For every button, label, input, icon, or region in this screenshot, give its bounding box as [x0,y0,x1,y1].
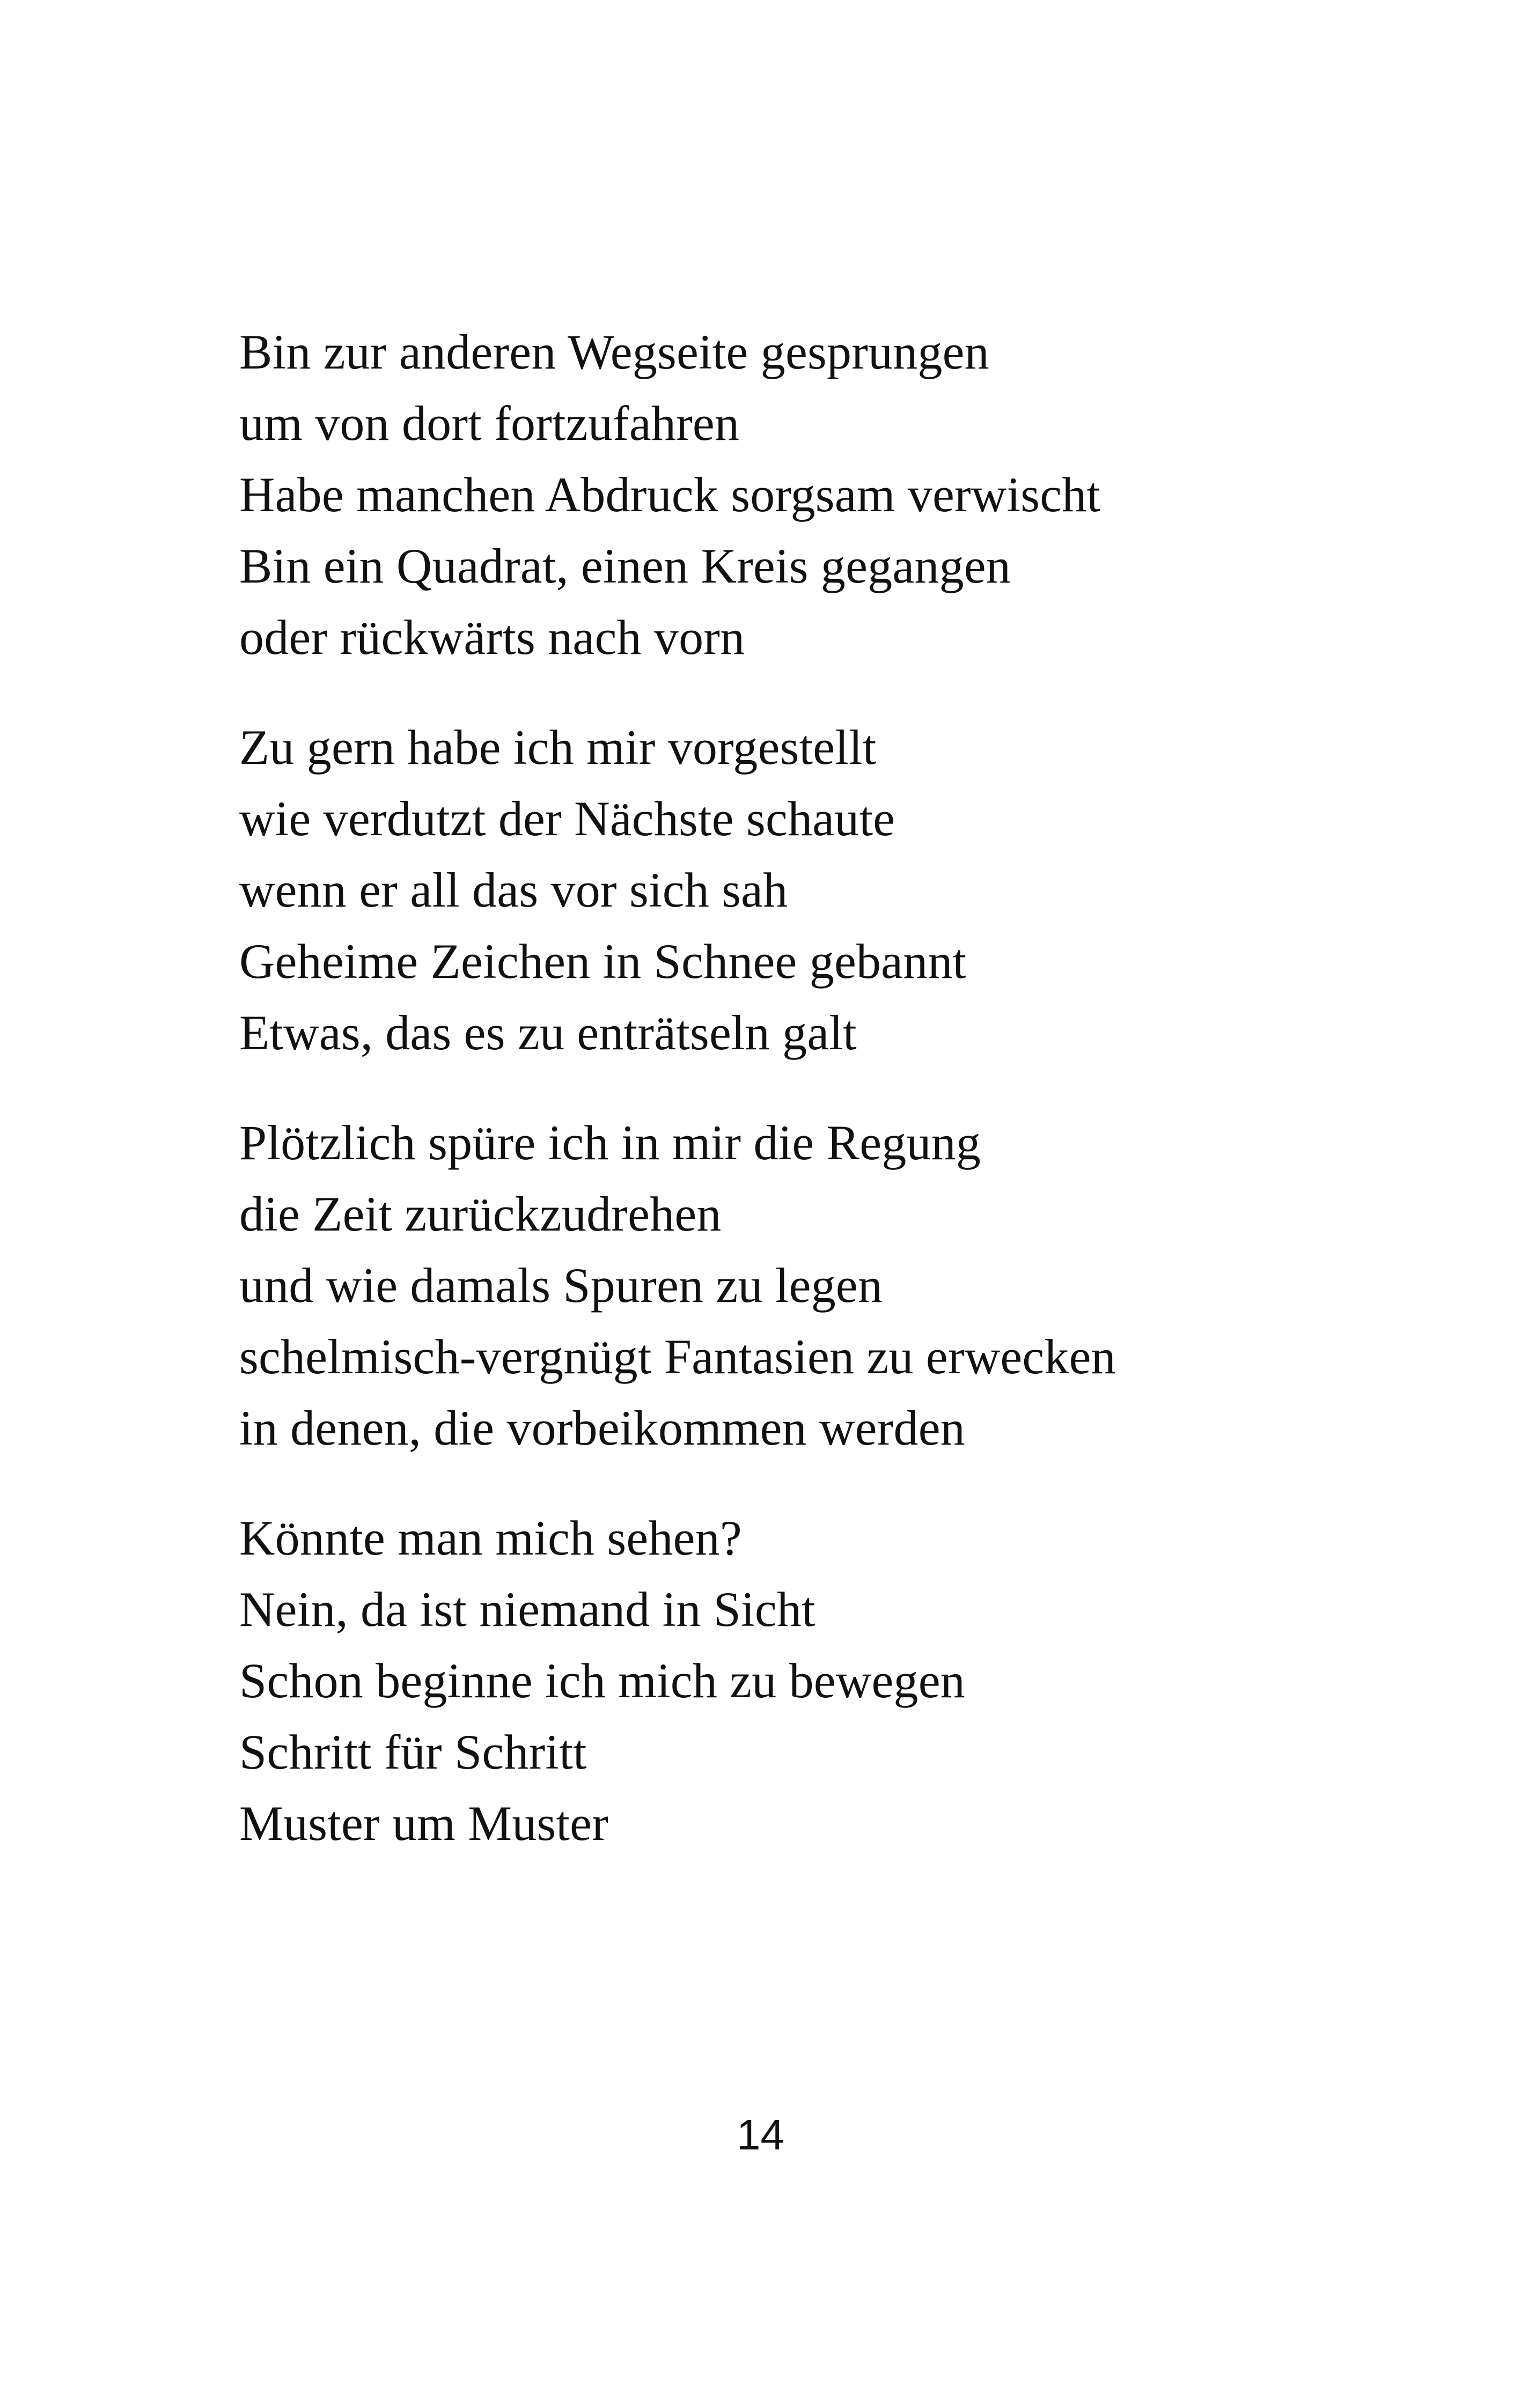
stanza-1 [239,316,1473,673]
poem-line: Geheime Zeichen in Schnee gebannt [239,934,967,989]
poem-line: Muster um Muster [239,1796,609,1851]
page-number: 14 [737,2111,784,2159]
poem-line: und wie damals Spuren zu legen [239,1258,883,1313]
poem-line: wie verdutzt der Nächste schaute [239,791,895,846]
poem-line: Zu gern habe ich mir vorgestellt [239,720,877,775]
poem-line: oder rückwärts nach vorn [239,610,745,665]
poem-line: in denen, die vorbeikommen werden [239,1401,965,1455]
poem-line: die Zeit zurückzudrehen [239,1187,722,1241]
poem-line: Schritt für Schritt [239,1725,587,1779]
stanza-2 [239,712,1473,1069]
poem-line: schelmisch-vergnügt Fantasien zu erwecken [239,1329,1116,1384]
poem-line: Könnte man mich sehen? [239,1511,742,1565]
poem-line: Bin ein Quadrat, einen Kreis gegangen [239,539,1011,593]
poem-line: Nein, da ist niemand in Sicht [239,1582,815,1637]
poem-line: um von dort fortzufahren [239,396,740,451]
poem-body [239,316,1473,1898]
poem-line: Bin zur anderen Wegseite gesprungen [239,325,989,379]
poem-line: Etwas, das es zu enträtseln galt [239,1005,857,1060]
poem-line: Plötzlich spüre ich in mir die Regung [239,1115,981,1170]
stanza-3 [239,1107,1473,1464]
poem-line: Schon beginne ich mich zu bewegen [239,1653,965,1708]
poem-line: wenn er all das vor sich sah [239,863,788,917]
poem-line: Habe manchen Abdruck sorgsam verwischt [239,467,1101,522]
stanza-4 [239,1503,1473,1859]
